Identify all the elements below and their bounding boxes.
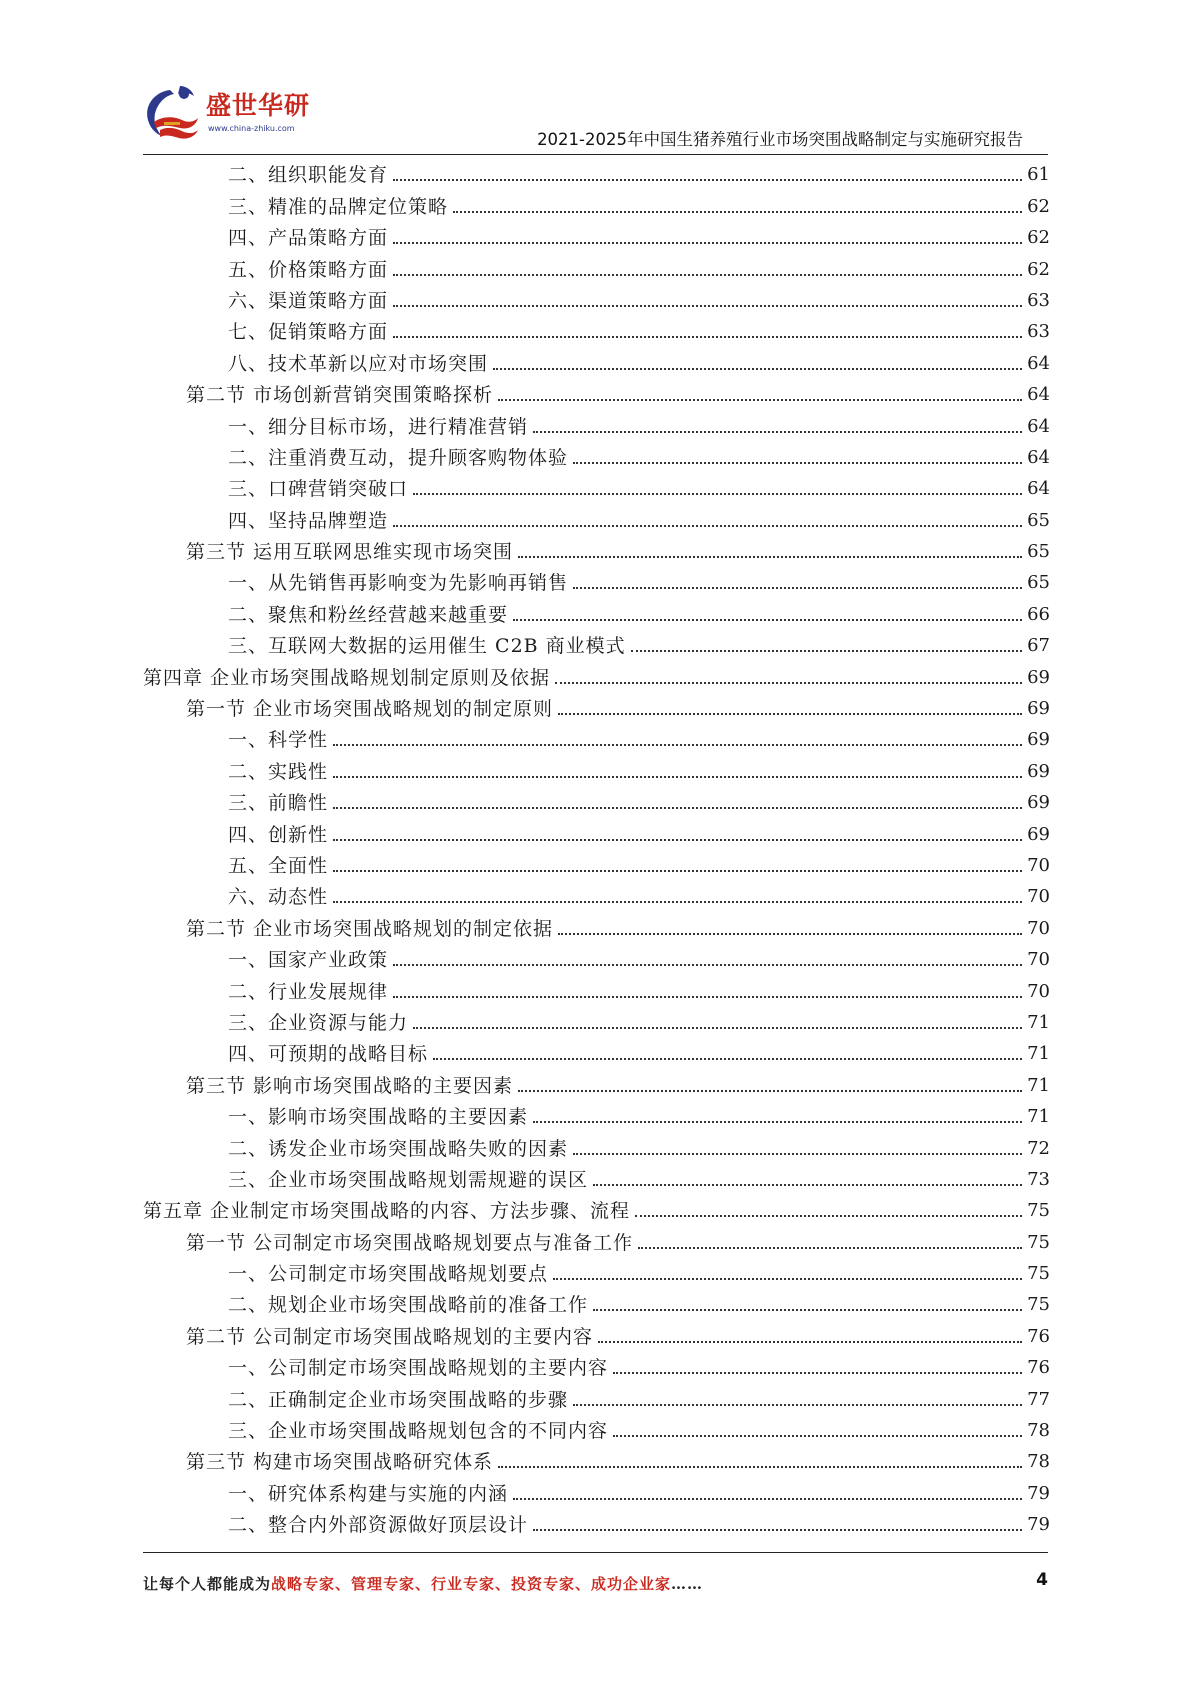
toc-entry-page: 71 — [1027, 1106, 1050, 1128]
toc-subsection-entry[interactable] — [0, 315, 1191, 346]
toc-entry-page: 71 — [1027, 1074, 1050, 1096]
toc-entry-title: 第一节 公司制定市场突围战略规划要点与准备工作 — [186, 1231, 634, 1254]
toc-chapter-entry[interactable] — [0, 660, 1191, 691]
company-logo — [140, 82, 310, 144]
footer-slogan-prefix: 让每个人都能成为 — [143, 1575, 272, 1593]
toc-entry-page: 78 — [1027, 1420, 1050, 1442]
toc-entry-page: 65 — [1027, 541, 1050, 563]
toc-entry-title: 第一节 企业市场突围战略规划的制定原则 — [186, 698, 554, 721]
toc-subsection-entry[interactable] — [0, 1508, 1191, 1539]
footer-slogan-suffix: …… — [671, 1575, 704, 1593]
toc-dot-leader — [573, 1153, 1022, 1155]
toc-entry-title: 二、整合内外部资源做好顶层设计 — [228, 1514, 529, 1537]
toc-subsection-entry[interactable] — [0, 284, 1191, 315]
toc-subsection-entry[interactable] — [0, 1131, 1191, 1162]
toc-subsection-entry[interactable] — [0, 1006, 1191, 1037]
toc-entry-title: 一、细分目标市场，进行精准营销 — [228, 415, 529, 438]
toc-entry-page: 70 — [1027, 949, 1050, 971]
toc-entry-title: 第三节 运用互联网思维实现市场突围 — [186, 541, 514, 564]
toc-dot-leader — [613, 1372, 1022, 1374]
toc-entry-title: 四、创新性 — [228, 823, 329, 846]
toc-dot-leader — [333, 839, 1022, 841]
header-divider — [143, 154, 1048, 155]
toc-entry-page: 69 — [1027, 823, 1050, 845]
footer-slogan — [143, 1573, 703, 1594]
toc-dot-leader — [573, 1404, 1022, 1406]
toc-subsection-entry[interactable] — [0, 974, 1191, 1005]
toc-entry-title: 第二节 企业市场突围战略规划的制定依据 — [186, 917, 554, 940]
toc-subsection-entry[interactable] — [0, 597, 1191, 628]
toc-entry-title: 三、企业市场突围战略规划需规避的误区 — [228, 1168, 589, 1191]
toc-dot-leader — [393, 964, 1022, 966]
toc-dot-leader — [598, 1341, 1022, 1343]
toc-dot-leader — [493, 368, 1022, 370]
toc-entry-page: 64 — [1027, 415, 1050, 437]
toc-entry-title: 六、动态性 — [228, 886, 329, 909]
toc-entry-title: 第二节 市场创新营销突围策略探析 — [186, 384, 494, 407]
toc-entry-title: 第四章 企业市场突围战略规划制定原则及依据 — [143, 666, 551, 689]
toc-entry-page: 61 — [1027, 164, 1050, 186]
toc-subsection-entry[interactable] — [0, 849, 1191, 880]
toc-entry-page: 64 — [1027, 446, 1050, 468]
toc-dot-leader — [593, 1309, 1022, 1311]
toc-entry-title: 一、公司制定市场突围战略规划要点 — [228, 1263, 549, 1286]
toc-entry-title: 二、行业发展规律 — [228, 980, 389, 1003]
toc-subsection-entry[interactable] — [0, 566, 1191, 597]
toc-dot-leader — [573, 462, 1022, 464]
toc-subsection-entry[interactable] — [0, 221, 1191, 252]
toc-dot-leader — [555, 682, 1022, 684]
toc-dot-leader — [393, 336, 1022, 338]
toc-entry-page: 70 — [1027, 854, 1050, 876]
toc-dot-leader — [638, 1247, 1022, 1249]
toc-entry-title: 二、聚焦和粉丝经营越来越重要 — [228, 603, 509, 626]
toc-subsection-entry[interactable] — [0, 1037, 1191, 1068]
toc-dot-leader — [413, 1027, 1022, 1029]
toc-dot-leader — [498, 399, 1022, 401]
toc-entry-title: 四、坚持品牌塑造 — [228, 509, 389, 532]
toc-dot-leader — [558, 933, 1022, 935]
toc-chapter-entry[interactable] — [0, 1194, 1191, 1225]
toc-subsection-entry[interactable] — [0, 817, 1191, 848]
toc-dot-leader — [393, 305, 1022, 307]
page-header — [0, 0, 1191, 150]
toc-dot-leader — [533, 1529, 1022, 1531]
toc-entry-page: 62 — [1027, 195, 1050, 217]
toc-entry-title: 第五章 企业制定市场突围战略的内容、方法步骤、流程 — [143, 1200, 631, 1223]
toc-entry-title: 二、规划企业市场突围战略前的准备工作 — [228, 1294, 589, 1317]
toc-entry-page: 77 — [1027, 1388, 1050, 1410]
toc-subsection-entry[interactable] — [0, 786, 1191, 817]
toc-subsection-entry[interactable] — [0, 1476, 1191, 1507]
toc-dot-leader — [498, 1466, 1022, 1468]
toc-entry-title: 一、公司制定市场突围战略规划的主要内容 — [228, 1357, 609, 1380]
toc-subsection-entry[interactable] — [0, 880, 1191, 911]
toc-dot-leader — [573, 587, 1022, 589]
toc-entry-title: 一、国家产业政策 — [228, 949, 389, 972]
toc-entry-title: 第三节 影响市场突围战略的主要因素 — [186, 1074, 514, 1097]
toc-subsection-entry[interactable] — [0, 1414, 1191, 1445]
toc-subsection-entry[interactable] — [0, 158, 1191, 189]
toc-entry-title: 四、可预期的战略目标 — [228, 1043, 429, 1066]
toc-entry-title: 三、精准的品牌定位策略 — [228, 195, 449, 218]
toc-subsection-entry[interactable] — [0, 1100, 1191, 1131]
toc-dot-leader — [553, 1278, 1022, 1280]
toc-entry-page: 66 — [1027, 603, 1050, 625]
toc-subsection-entry[interactable] — [0, 629, 1191, 660]
toc-entry-title: 二、正确制定企业市场突围战略的步骤 — [228, 1388, 569, 1411]
toc-entry-title: 一、从先销售再影响变为先影响再销售 — [228, 572, 569, 595]
toc-section-entry[interactable] — [0, 692, 1191, 723]
toc-entry-page: 79 — [1027, 1514, 1050, 1536]
toc-entry-page: 72 — [1027, 1137, 1050, 1159]
toc-entry-page: 64 — [1027, 384, 1050, 406]
toc-subsection-entry[interactable] — [0, 189, 1191, 220]
footer-slogan-highlight: 战略专家、管理专家、行业专家、投资专家、成功企业家 — [271, 1575, 672, 1593]
toc-entry-page: 64 — [1027, 352, 1050, 374]
logo-url: www.china-zhiku.com — [208, 124, 295, 133]
toc-dot-leader — [393, 996, 1022, 998]
report-title: 2021-2025年中国生猪养殖行业市场突围战略制定与实施研究报告 — [537, 130, 1023, 149]
toc-dot-leader — [518, 556, 1022, 558]
toc-entry-page: 70 — [1027, 917, 1050, 939]
toc-subsection-entry[interactable] — [0, 1351, 1191, 1382]
toc-entry-title: 第三节 构建市场突围战略研究体系 — [186, 1451, 494, 1474]
toc-entry-title: 五、全面性 — [228, 854, 329, 877]
toc-entry-title: 八、技术革新以应对市场突围 — [228, 352, 489, 375]
toc-subsection-entry[interactable] — [0, 1257, 1191, 1288]
toc-subsection-entry[interactable] — [0, 1163, 1191, 1194]
toc-dot-leader — [393, 179, 1022, 181]
toc-dot-leader — [413, 493, 1022, 495]
toc-subsection-entry[interactable] — [0, 441, 1191, 472]
toc-subsection-entry[interactable] — [0, 346, 1191, 377]
toc-dot-leader — [453, 211, 1022, 213]
toc-entry-page: 71 — [1027, 1043, 1050, 1065]
toc-dot-leader — [533, 1121, 1022, 1123]
toc-entry-page: 76 — [1027, 1357, 1050, 1379]
toc-entry-title: 一、研究体系构建与实施的内涵 — [228, 1482, 509, 1505]
toc-entry-title: 二、组织职能发育 — [228, 164, 389, 187]
toc-entry-page: 75 — [1027, 1294, 1050, 1316]
toc-dot-leader — [533, 431, 1022, 433]
toc-entry-title: 二、实践性 — [228, 760, 329, 783]
toc-subsection-entry[interactable] — [0, 1288, 1191, 1319]
toc-entry-page: 75 — [1027, 1231, 1050, 1253]
toc-dot-leader — [333, 870, 1022, 872]
toc-entry-title: 七、促销策略方面 — [228, 321, 389, 344]
toc-dot-leader — [433, 1058, 1022, 1060]
toc-section-entry[interactable] — [0, 1225, 1191, 1256]
footer-divider — [143, 1552, 1048, 1553]
toc-section-entry[interactable] — [0, 535, 1191, 566]
toc-dot-leader — [518, 1090, 1022, 1092]
toc-entry-page: 71 — [1027, 1011, 1050, 1033]
toc-section-entry[interactable] — [0, 378, 1191, 409]
toc-subsection-entry[interactable] — [0, 252, 1191, 283]
toc-entry-page: 69 — [1027, 792, 1050, 814]
toc-subsection-entry[interactable] — [0, 1382, 1191, 1413]
toc-dot-leader — [393, 242, 1022, 244]
toc-entry-page: 65 — [1027, 572, 1050, 594]
toc-entry-page: 70 — [1027, 980, 1050, 1002]
toc-entry-page: 63 — [1027, 321, 1050, 343]
toc-entry-page: 69 — [1027, 698, 1050, 720]
toc-entry-page: 79 — [1027, 1482, 1050, 1504]
toc-entry-title: 六、渠道策略方面 — [228, 289, 389, 312]
toc-entry-page: 69 — [1027, 760, 1050, 782]
toc-dot-leader — [393, 274, 1022, 276]
toc-dot-leader — [593, 1184, 1022, 1186]
toc-subsection-entry[interactable] — [0, 472, 1191, 503]
toc-dot-leader — [513, 1498, 1022, 1500]
page-number: 4 — [1036, 1570, 1048, 1590]
toc-entry-title: 二、注重消费互动，提升顾客购物体验 — [228, 446, 569, 469]
toc-entry-page: 78 — [1027, 1451, 1050, 1473]
toc-entry-title: 三、前瞻性 — [228, 792, 329, 815]
toc-entry-title: 三、互联网大数据的运用催生 C2B 商业模式 — [228, 635, 626, 658]
toc-entry-page: 65 — [1027, 509, 1050, 531]
toc-entry-page: 69 — [1027, 666, 1050, 688]
toc-entry-page: 67 — [1027, 635, 1050, 657]
toc-dot-leader — [558, 713, 1022, 715]
toc-subsection-entry[interactable] — [0, 943, 1191, 974]
toc-dot-leader — [613, 1435, 1022, 1437]
toc-entry-page: 76 — [1027, 1325, 1050, 1347]
toc-section-entry[interactable] — [0, 1319, 1191, 1350]
toc-entry-page: 70 — [1027, 886, 1050, 908]
logo-name: 盛世华研 — [206, 91, 311, 120]
toc-dot-leader — [635, 1215, 1022, 1217]
toc-dot-leader — [333, 776, 1022, 778]
toc-subsection-entry[interactable] — [0, 754, 1191, 785]
toc-entry-page: 73 — [1027, 1168, 1050, 1190]
toc-entry-page: 64 — [1027, 478, 1050, 500]
toc-subsection-entry[interactable] — [0, 723, 1191, 754]
toc-section-entry[interactable] — [0, 1445, 1191, 1476]
toc-entry-page: 62 — [1027, 227, 1050, 249]
toc-subsection-entry[interactable] — [0, 503, 1191, 534]
toc-entry-page: 69 — [1027, 729, 1050, 751]
toc-entry-title: 三、企业资源与能力 — [228, 1011, 409, 1034]
table-of-contents — [0, 158, 1191, 1539]
toc-entry-title: 五、价格策略方面 — [228, 258, 389, 281]
toc-dot-leader — [513, 619, 1022, 621]
toc-entry-title: 一、影响市场突围战略的主要因素 — [228, 1106, 529, 1129]
toc-subsection-entry[interactable] — [0, 409, 1191, 440]
toc-dot-leader — [333, 744, 1022, 746]
toc-entry-page: 75 — [1027, 1263, 1050, 1285]
toc-entry-page: 62 — [1027, 258, 1050, 280]
toc-entry-title: 二、诱发企业市场突围战略失败的因素 — [228, 1137, 569, 1160]
toc-dot-leader — [631, 650, 1022, 652]
toc-dot-leader — [333, 901, 1022, 903]
toc-entry-page: 63 — [1027, 289, 1050, 311]
toc-entry-title: 三、口碑营销突破口 — [228, 478, 409, 501]
toc-entry-page: 75 — [1027, 1200, 1050, 1222]
toc-entry-title: 三、企业市场突围战略规划包含的不同内容 — [228, 1420, 609, 1443]
toc-section-entry[interactable] — [0, 911, 1191, 942]
toc-entry-title: 一、科学性 — [228, 729, 329, 752]
logo-swoosh-icon — [140, 82, 202, 144]
toc-dot-leader — [333, 807, 1022, 809]
toc-dot-leader — [393, 525, 1022, 527]
toc-entry-title: 第二节 公司制定市场突围战略规划的主要内容 — [186, 1325, 594, 1348]
toc-section-entry[interactable] — [0, 1068, 1191, 1099]
toc-entry-title: 四、产品策略方面 — [228, 227, 389, 250]
